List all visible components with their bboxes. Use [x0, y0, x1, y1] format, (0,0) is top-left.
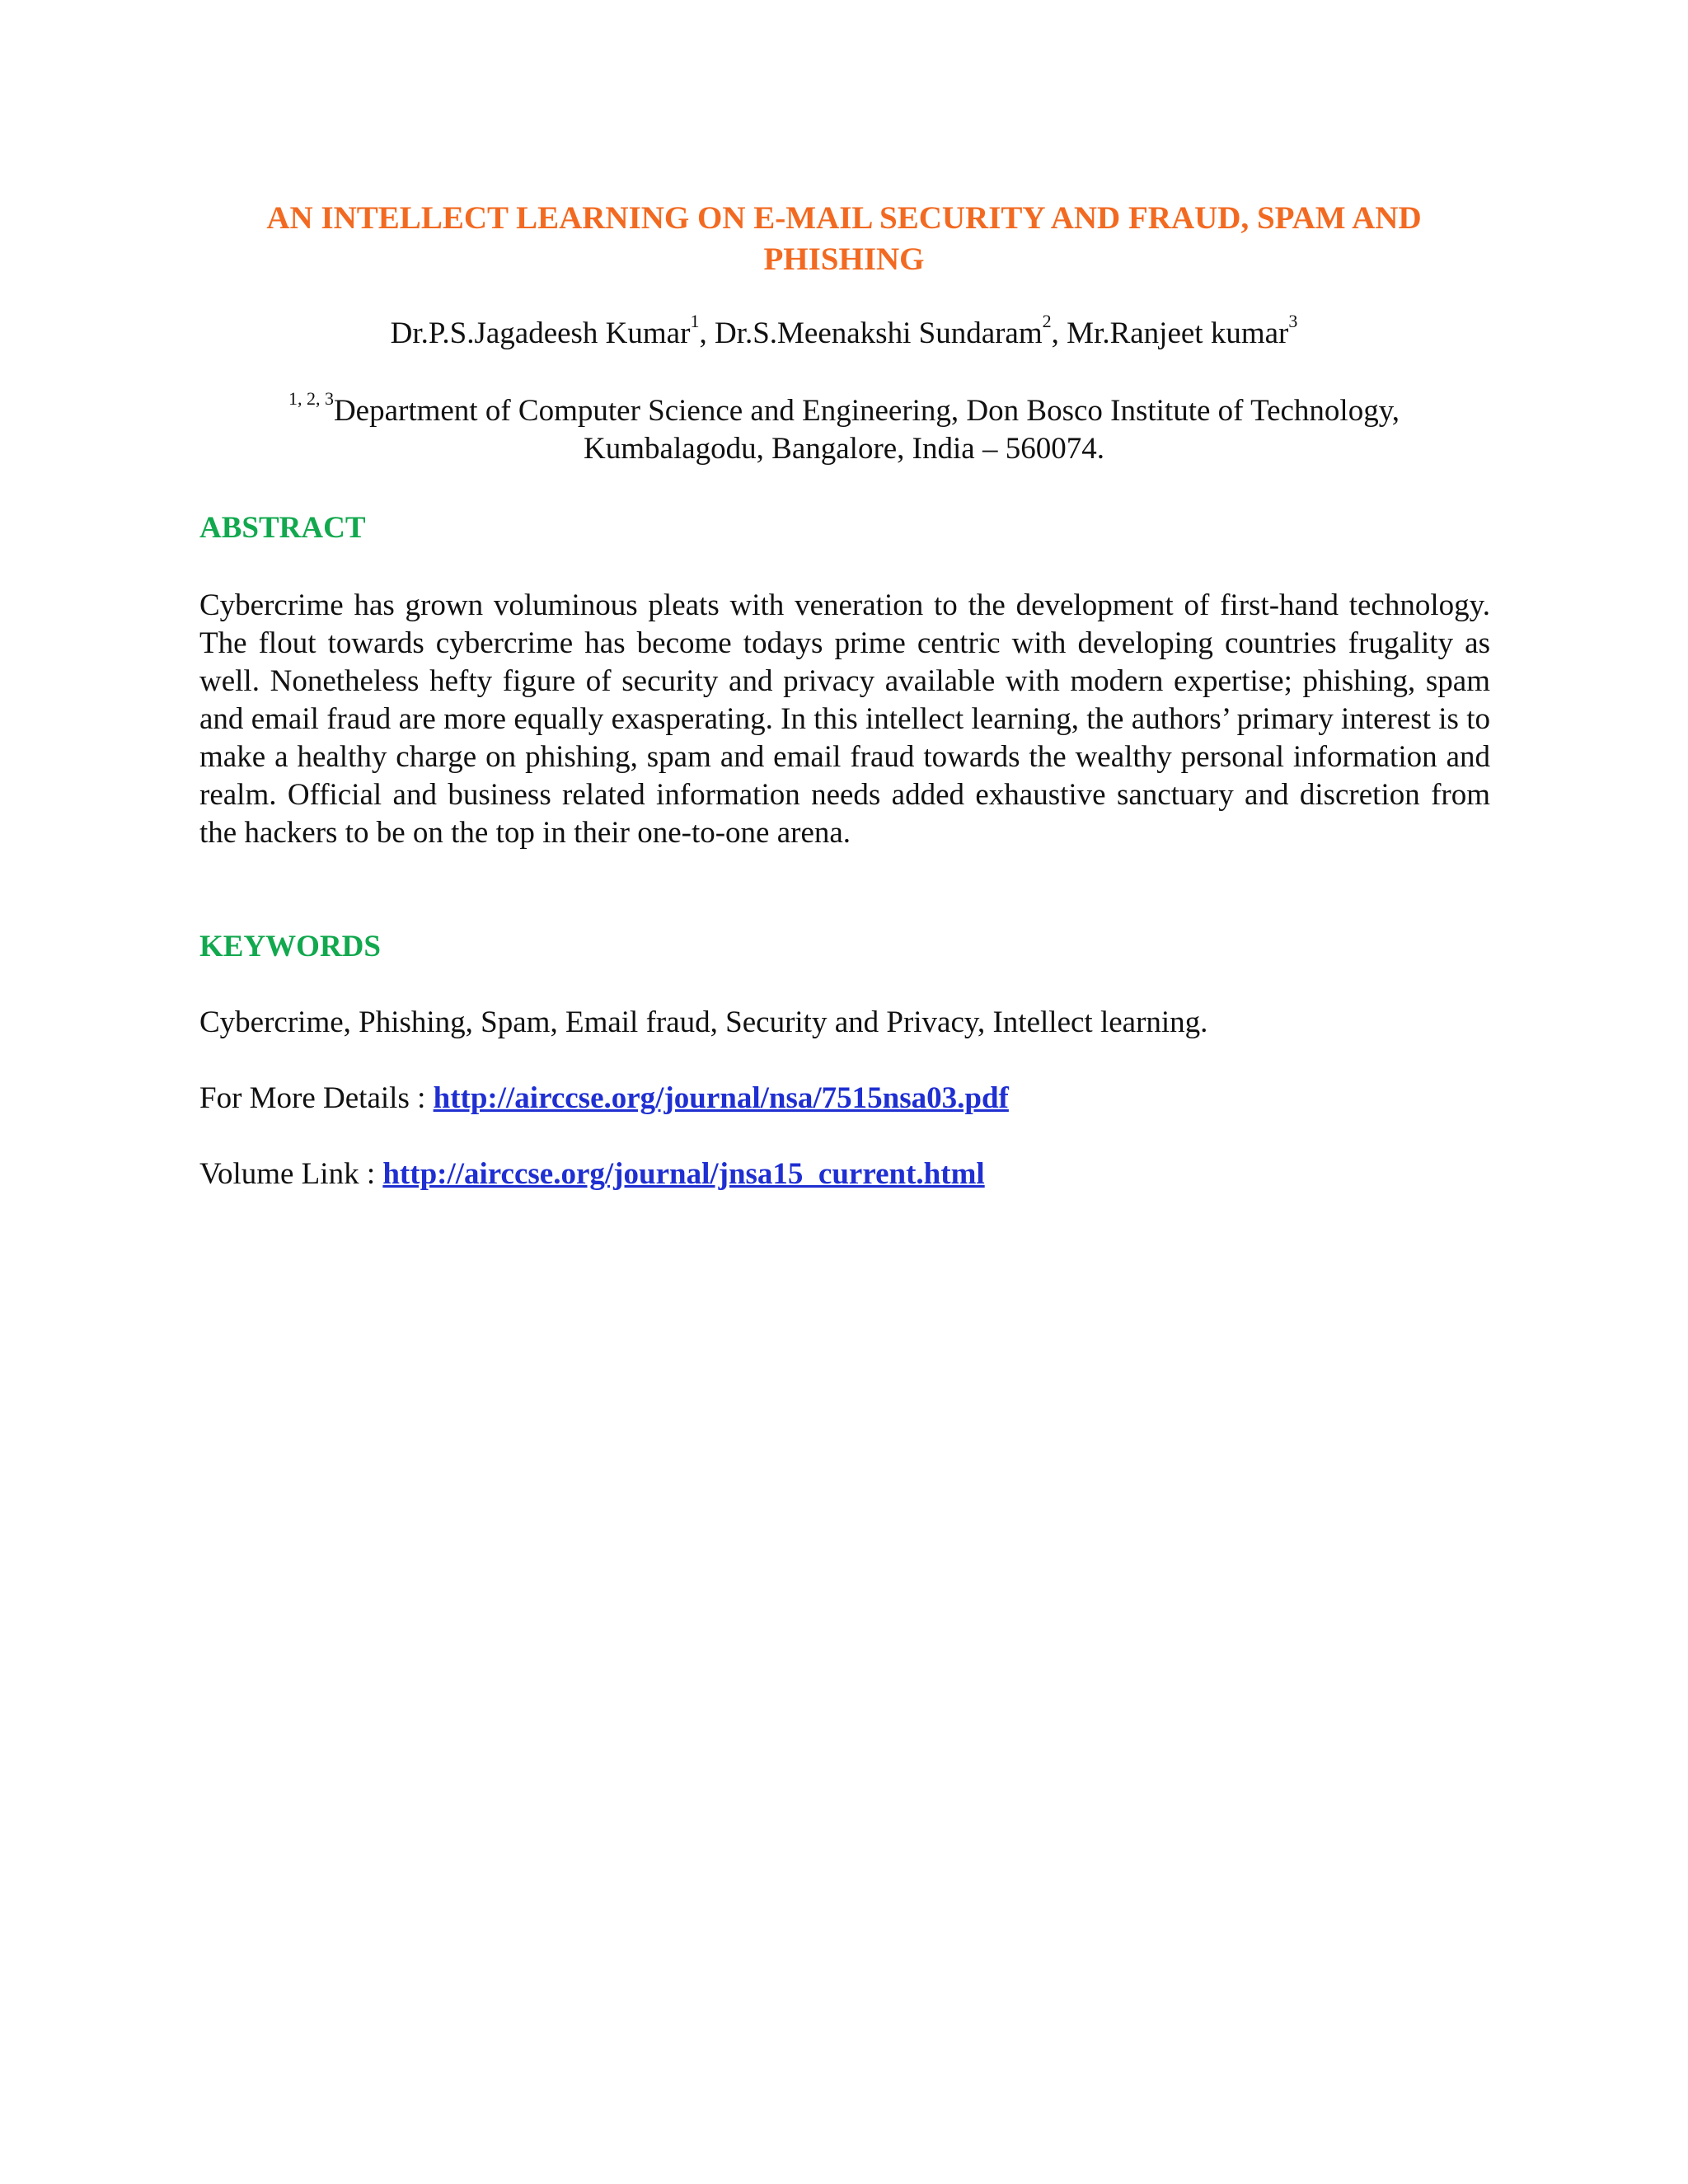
abstract-text: Cybercrime has grown voluminous pleats with veneration to the development of first-hand technology. The flout towards cybercrime has become todays prime centric with developing countries frugality as well. Nonetheless hefty figure of security and privacy available with modern expertise; phishing, spam and email fraud are more equally exasperating. In this intellect learning, the authors’ primary interest is to make a healthy charge on phishing, spam and email fraud towards the wealthy personal information and realm. Official and business related information needs added exhaustive sanctuary and discretion from the hackers to be on the top in their one-to-one arena. [199, 588, 1490, 850]
author-name: Dr.P.S.Jagadeesh Kumar [390, 316, 691, 350]
more-details-link[interactable]: http://airccse.org/journal/nsa/7515nsa03.pdf [433, 1081, 1009, 1115]
keywords-text: Cybercrime, Phishing, Spam, Email fraud, Security and Privacy, Intellect learning. [199, 1005, 1208, 1039]
author-superscript: 1 [690, 310, 700, 331]
more-details-line [199, 1080, 1490, 1118]
paper-title-line-1: AN INTELLECT LEARNING ON E-MAIL SECURITY AND FRAUD, SPAM AND [266, 200, 1422, 236]
volume-link-line [199, 1155, 1490, 1193]
author-name: Dr.S.Meenakshi Sundaram [714, 316, 1043, 350]
author-list [181, 310, 1507, 353]
abstract-heading: ABSTRACT [199, 511, 366, 545]
affiliation-line-2: Kumbalagodu, Bangalore, India – 560074. [584, 432, 1104, 466]
author-name: Mr.Ranjeet kumar [1067, 316, 1289, 350]
author-superscript: 3 [1288, 310, 1298, 331]
affiliation-superscript: 1, 2, 3 [288, 387, 334, 409]
author-separator: , [1051, 316, 1067, 350]
volume-link-label: Volume Link : [199, 1157, 383, 1191]
affiliation [198, 387, 1490, 468]
more-details-label: For More Details : [199, 1081, 434, 1115]
keywords-heading: KEYWORDS [199, 930, 381, 963]
author-superscript: 2 [1042, 310, 1052, 331]
paper-title-line-2: PHISHING [763, 241, 925, 277]
author-separator: , [699, 316, 715, 350]
paper-title [181, 198, 1507, 280]
volume-link[interactable]: http://airccse.org/journal/jnsa15_current.html [382, 1157, 985, 1191]
affiliation-line-1: Department of Computer Science and Engineering, Don Bosco Institute of Technology, [333, 394, 1400, 428]
